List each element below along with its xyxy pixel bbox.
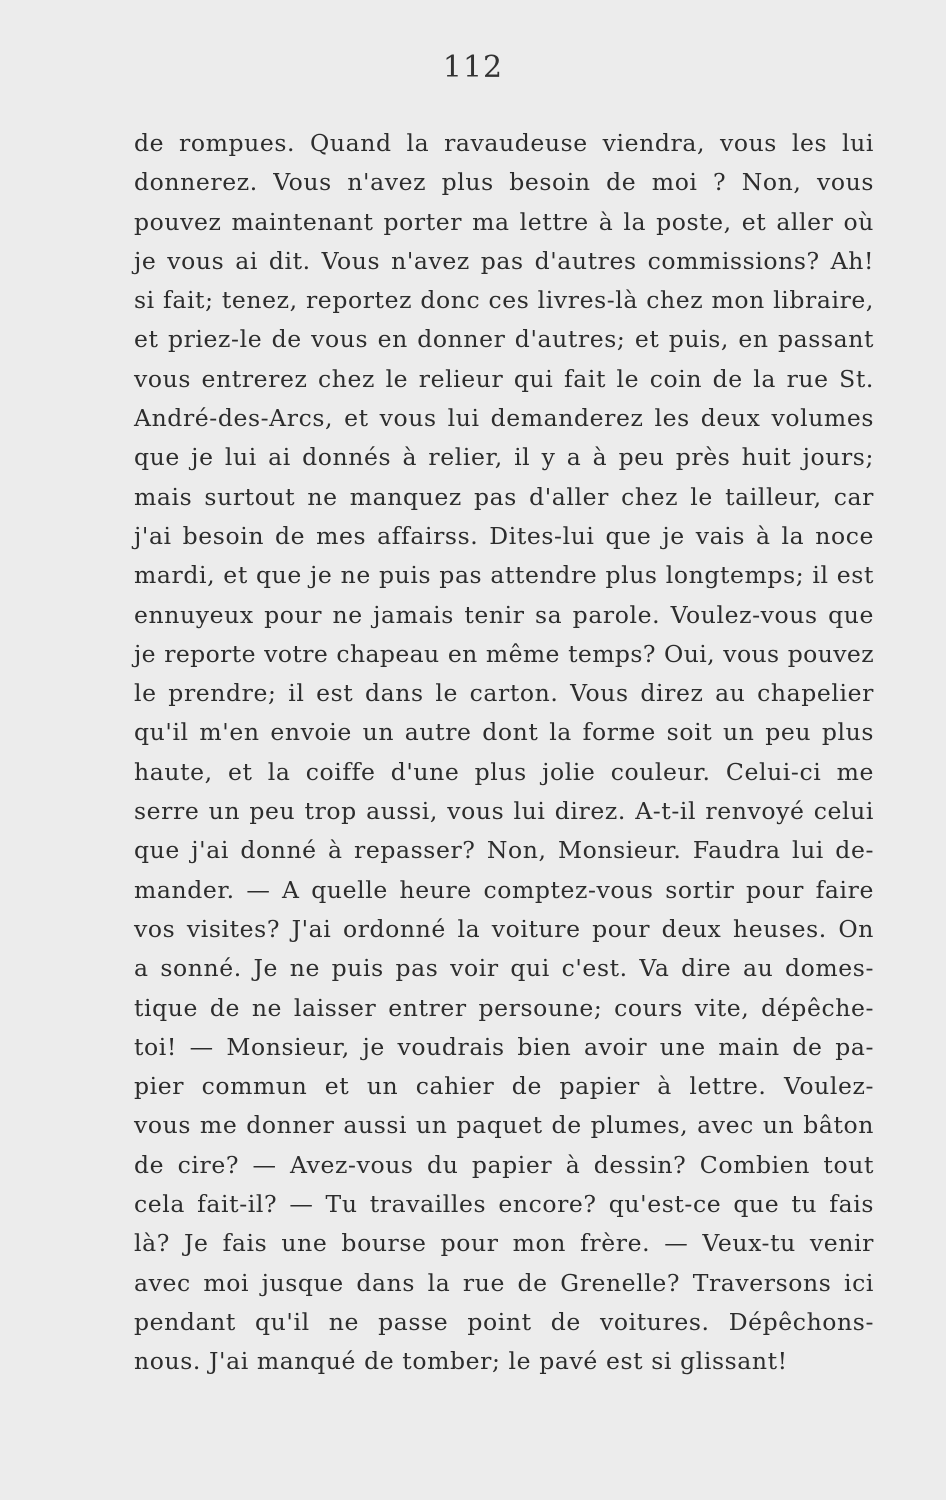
text-line: tique de ne laisser entrer persoune; cours vite, dépêche- <box>134 993 874 1022</box>
text-line: vous entrerez chez le relieur qui fait le coin de la rue St. <box>134 364 874 393</box>
text-line: André-des-Arcs, et vous lui demanderez les deux volumes <box>134 404 874 433</box>
text-line: mais surtout ne manquez pas d'aller chez le tailleur, car <box>134 482 874 511</box>
text-line: le prendre; il est dans le carton. Vous direz au chapelier <box>134 679 874 708</box>
text-line: pendant qu'il ne passe point de voitures. Dépêchons- <box>134 1307 874 1336</box>
text-line: que je lui ai donnés à relier, il y a à peu près huit jours; <box>134 443 874 472</box>
text-line: vos visites? J'ai ordonné la voiture pour deux heuses. On <box>134 914 874 943</box>
text-line: mander. — A quelle heure comptez-vous sortir pour faire <box>134 875 874 904</box>
text-line: avec moi jusque dans la rue de Grenelle? Traversons ici <box>134 1268 874 1297</box>
text-line: pier commun et un cahier de papier à lettre. Voulez- <box>134 1072 874 1101</box>
text-line: toi! — Monsieur, je voudrais bien avoir une main de pa- <box>134 1032 874 1061</box>
text-line: je reporte votre chapeau en même temps? Oui, vous pouvez <box>134 639 874 668</box>
text-line: de rompues. Quand la ravaudeuse viendra, vous les lui <box>134 129 874 157</box>
text-line: qu'il m'en envoie un autre dont la forme soit un peu plus <box>134 718 874 747</box>
text-line: là? Je fais une bourse pour mon frère. — Veux-tu venir <box>134 1229 874 1258</box>
text-line: vous me donner aussi un paquet de plumes, avec un bâton <box>134 1111 874 1140</box>
page-number: 112 <box>442 50 504 85</box>
text-line: et priez-le de vous en donner d'autres; et puis, en passant <box>134 325 874 354</box>
text-line: cela fait-il? — Tu travailles encore? qu'est-ce que tu fais <box>134 1190 874 1219</box>
body-text <box>134 124 874 1382</box>
text-line: mardi, et que je ne puis pas attendre plus longtemps; il est <box>134 561 874 590</box>
text-line-last: nous. J'ai manqué de tomber; le pavé est si glissant! <box>134 1347 788 1376</box>
text-line: j'ai besoin de mes affairss. Dites-lui que je vais à la noce <box>134 521 874 550</box>
text-line: pouvez maintenant porter ma lettre à la poste, et aller où <box>134 207 874 236</box>
text-line: ennuyeux pour ne jamais tenir sa parole. Voulez-vous que <box>134 600 874 629</box>
text-line: haute, et la coiffe d'une plus jolie couleur. Celui-ci me <box>134 757 874 786</box>
text-line: je vous ai dit. Vous n'avez pas d'autres commissions? Ah! <box>134 246 874 275</box>
text-line: serre un peu trop aussi, vous lui direz. A-t-il renvoyé celui <box>134 797 874 826</box>
text-line: de cire? — Avez-vous du papier à dessin? Combien tout <box>134 1150 874 1179</box>
text-line: a sonné. Je ne puis pas voir qui c'est. Va dire au domes- <box>134 954 874 983</box>
text-line: que j'ai donné à repasser? Non, Monsieur. Faudra lui de- <box>134 836 874 865</box>
text-line: si fait; tenez, reportez donc ces livres-là chez mon libraire, <box>134 286 874 315</box>
text-line: donnerez. Vous n'avez plus besoin de moi ? Non, vous <box>134 168 874 197</box>
